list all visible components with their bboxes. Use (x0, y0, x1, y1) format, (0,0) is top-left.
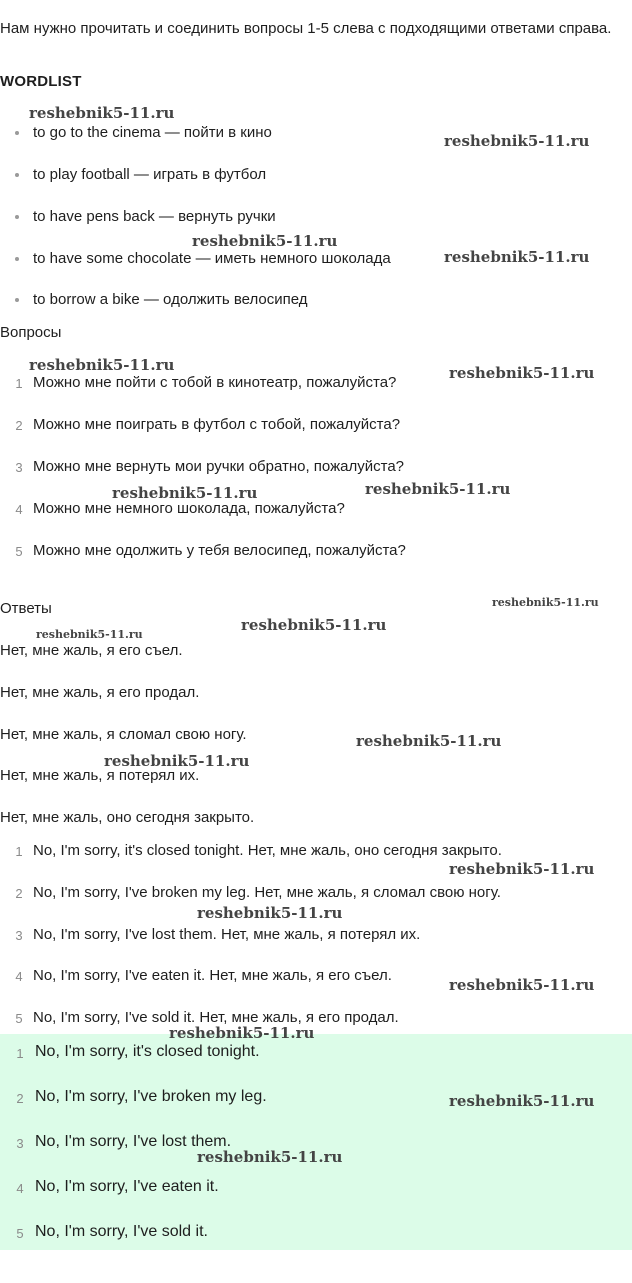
question-text: Можно мне поиграть в футбол с тобой, пожалуйста? (33, 416, 401, 433)
final-number: 2 (16, 1091, 24, 1106)
wordlist-item: to borrow a bike — одолжить велосипед (33, 291, 308, 308)
bullet-icon (15, 215, 19, 219)
answer-text: Нет, мне жаль, оно сегодня закрыто. (0, 809, 255, 826)
answer-text: Нет, мне жаль, я его продал. (0, 684, 200, 701)
final-text: No, I'm sorry, it's closed tonight. (35, 1043, 260, 1060)
translated-text: No, I'm sorry, I've broken my leg. Нет, мне жаль, я сломал свою ногу. (33, 884, 501, 901)
translated-text: No, I'm sorry, I've sold it. Нет, мне жаль, я его продал. (33, 1009, 399, 1026)
bullet-icon (15, 257, 19, 261)
watermark: reshebnik5-11.ru (356, 732, 502, 750)
watermark: reshebnik5-11.ru (197, 904, 343, 922)
answer-text: Нет, мне жаль, я потерял их. (0, 767, 200, 784)
translated-number: 4 (15, 969, 23, 984)
translated-number: 3 (15, 928, 23, 943)
translated-text: No, I'm sorry, I've lost them. Нет, мне жаль, я потерял их. (33, 926, 421, 943)
final-number: 4 (16, 1181, 24, 1196)
question-number: 1 (15, 376, 23, 391)
watermark: reshebnik5-11.ru (449, 364, 595, 382)
bullet-icon (15, 298, 19, 302)
translated-number: 5 (15, 1011, 23, 1026)
watermark: reshebnik5-11.ru (104, 752, 250, 770)
final-number: 3 (16, 1136, 24, 1151)
wordlist-item: to go to the cinema — пойти в кино (33, 124, 272, 141)
watermark: reshebnik5-11.ru (29, 356, 175, 374)
watermark: reshebnik5-11.ru (492, 596, 599, 609)
watermark: reshebnik5-11.ru (169, 1024, 315, 1042)
intro-text: Нам нужно прочитать и соединить вопросы 1-5 слева с подходящими ответами справа. (0, 20, 612, 37)
watermark: reshebnik5-11.ru (192, 232, 338, 250)
watermark: reshebnik5-11.ru (449, 860, 595, 878)
question-number: 5 (15, 544, 23, 559)
question-text: Можно мне вернуть мои ручки обратно, пожалуйста? (33, 458, 405, 475)
watermark: reshebnik5-11.ru (197, 1148, 343, 1166)
watermark: reshebnik5-11.ru (29, 104, 175, 122)
translated-text: No, I'm sorry, I've eaten it. Нет, мне жаль, я его съел. (33, 967, 392, 984)
watermark: reshebnik5-11.ru (36, 628, 143, 641)
watermark: reshebnik5-11.ru (449, 1092, 595, 1110)
answer-text: Нет, мне жаль, я сломал свою ногу. (0, 726, 247, 743)
watermark: reshebnik5-11.ru (112, 484, 258, 502)
final-text: No, I'm sorry, I've broken my leg. (35, 1088, 267, 1105)
final-number: 5 (16, 1226, 24, 1241)
question-number: 2 (15, 418, 23, 433)
translated-text: No, I'm sorry, it's closed tonight. Нет, мне жаль, оно сегодня закрыто. (33, 842, 502, 859)
wordlist-item: to have pens back — вернуть ручки (33, 208, 276, 225)
wordlist-item: to play football — играть в футбол (33, 166, 267, 183)
final-number: 1 (16, 1046, 24, 1061)
questions-title: Вопросы (0, 324, 62, 341)
question-text: Можно мне немного шоколада, пожалуйста? (33, 500, 345, 517)
answer-text: Нет, мне жаль, я его съел. (0, 642, 183, 659)
wordlist-title: WORDLIST (0, 73, 82, 90)
translated-number: 1 (15, 844, 23, 859)
final-text: No, I'm sorry, I've eaten it. (35, 1178, 219, 1195)
watermark: reshebnik5-11.ru (365, 480, 511, 498)
watermark: reshebnik5-11.ru (444, 248, 590, 266)
answers-title: Ответы (0, 600, 52, 617)
wordlist-item: to have some chocolate — иметь немного шоколада (33, 250, 391, 267)
bullet-icon (15, 173, 19, 177)
question-text: Можно мне одолжить у тебя велосипед, пожалуйста? (33, 542, 406, 559)
question-number: 3 (15, 460, 23, 475)
question-number: 4 (15, 502, 23, 517)
translated-number: 2 (15, 886, 23, 901)
question-text: Можно мне пойти с тобой в кинотеатр, пожалуйста? (33, 374, 397, 391)
final-text: No, I'm sorry, I've sold it. (35, 1223, 208, 1240)
watermark: reshebnik5-11.ru (449, 976, 595, 994)
final-text: No, I'm sorry, I've lost them. (35, 1133, 232, 1150)
bullet-icon (15, 131, 19, 135)
watermark: reshebnik5-11.ru (241, 616, 387, 634)
watermark: reshebnik5-11.ru (444, 132, 590, 150)
